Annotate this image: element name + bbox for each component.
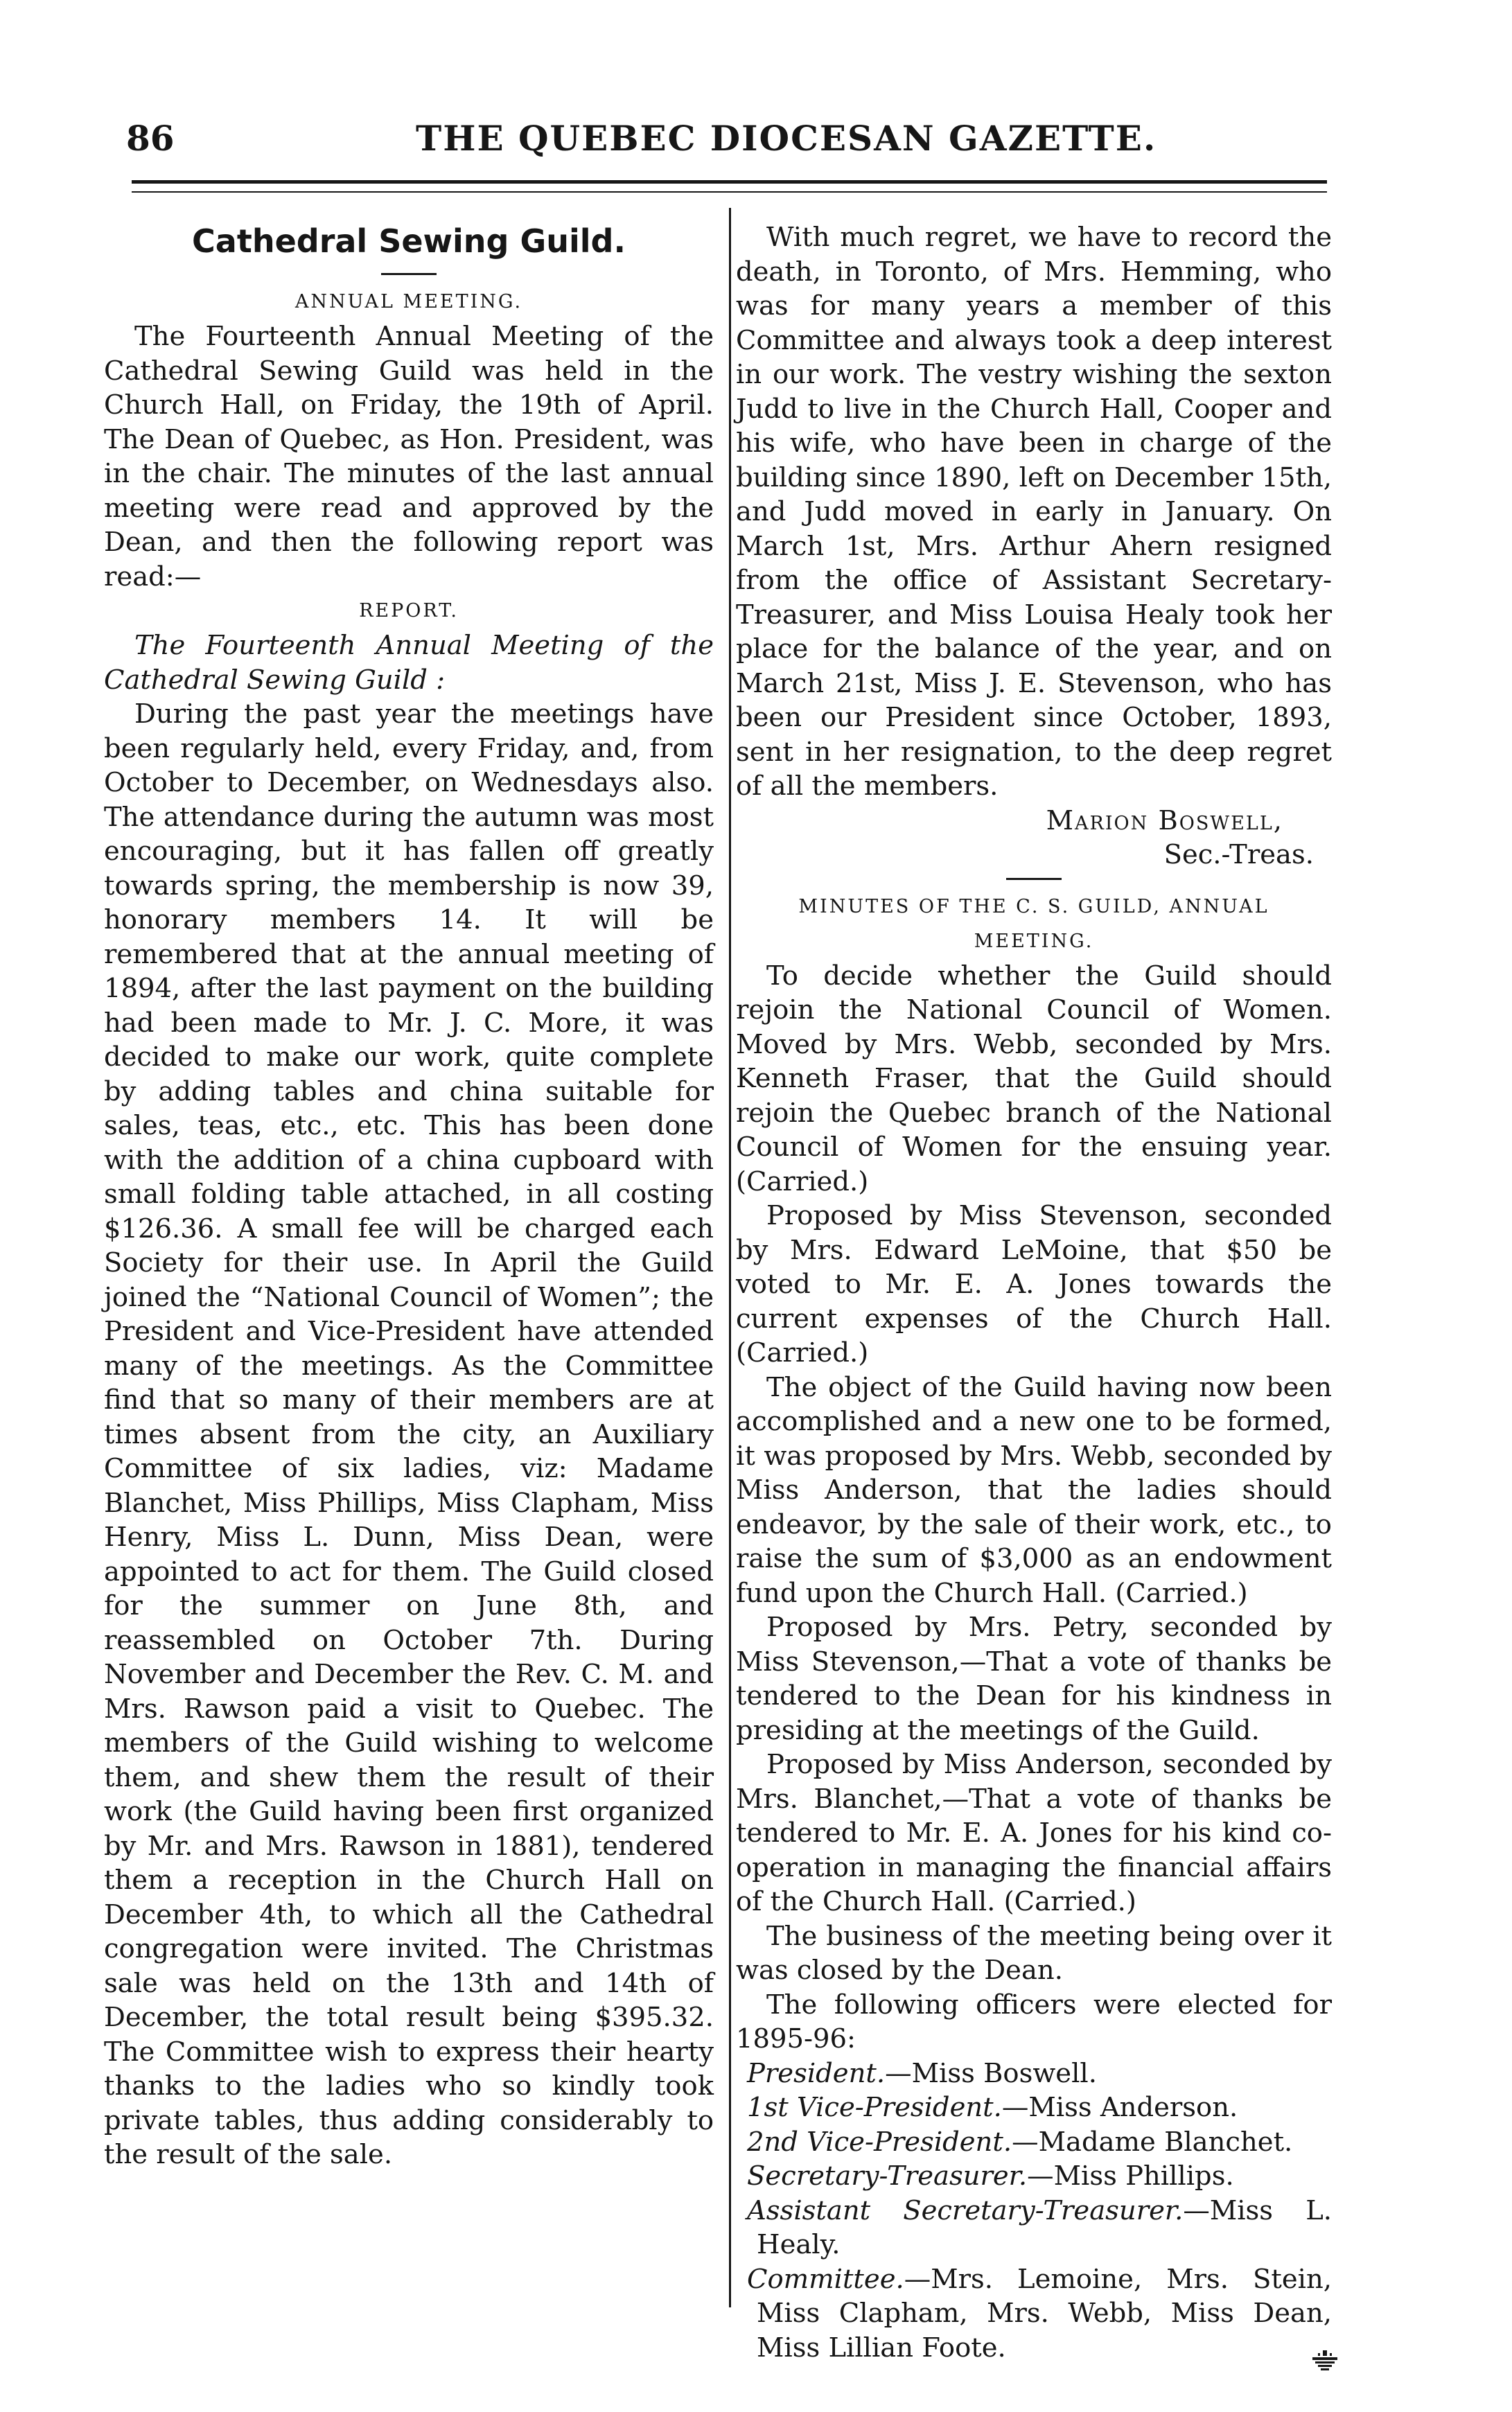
minutes-paragraph: The object of the Guild having now been accomplished and a new one to be formed, it was proposed by Mrs. Webb, seconded by Miss Anderson, that the ladies should endeavor, by the sale of their work, etc., to raise the sum of $3,000 as an endowment fund upon the Church Hall. (Carried.) [736,1371,1332,1609]
minutes-paragraph: Proposed by Miss Stevenson, seconded by Mrs. Edward LeMoine, that $50 be voted to Mr. E. A. Jones towards the current expenses of the Church Hall. (Carried.) [736,1200,1332,1368]
intro-paragraph: The Fourteenth Annual Meeting of the Cathedral Sewing Guild was held in the Church Hall, on Friday, the 19th of April. The Dean of Quebec, as Hon. President, was in the chair. The minutes of the last annual meeting were read and approved by the Dean, and then the following report was read:— [104,321,714,592]
report-title: The Fourteenth Annual Meeting of the Cathedral Sewing Guild : [104,630,714,696]
article-title: Cathedral Sewing Guild. [192,222,626,260]
officer-role: President. [747,2057,886,2089]
page-number: 86 [126,118,175,159]
left-column [104,220,714,2172]
officer-names: —Miss L. Healy. [757,2194,1332,2260]
officer-names: —Miss Anderson. [1001,2092,1238,2123]
page-header [0,118,1512,173]
minutes-paragraph: The business of the meeting being over it was closed by the Dean. [736,1920,1332,1986]
header-rule [132,180,1327,184]
report-body: During the past year the meetings have been regularly held, every Friday, and, from October to December, on Wednesdays also. The attendance during the autumn was most encouraging, but it has fallen off greatly towards spring, the membership is now 39, honorary members 14. It will be remembered that at the annual meeting of 1894, after the last payment on the building had been made to Mr. J. C. More, it was decided to make our work, quite complete by adding tables and china suitable for sales, teas, etc., etc. This has been done with the addition of a china cupboard with small folding table attached, in all costing $126.36. A small fee will be charged each Society for their use. In April the Guild joined the “National Council of Women”; the President and Vice-President have attended many of the meetings. As the Committee find that so many of their members are at times absent from the city, an Auxiliary Committee of six ladies, viz: Madame Blanchet, Miss Phillips, Miss Clapham, Miss Henry, Miss L. Dunn, Miss Dean, were appointed to act for them. The Guild closed for the summer on June 8th, and reassembled on October 7th. During November and December the Rev. C. M. and Mrs. Rawson paid a visit to Quebec. The members of the Guild wishing to welcome them, and shew them the result of their work (the Guild having been first organized by Mr. and Mrs. Rawson in 1881), tendered them a reception in the Church Hall on December 4th, to which all the Cathedral congregation were invited. The Christmas sale was held on the 13th and 14th of December, the total result being $395.32. The Committee wish to express their hearty thanks to the ladies who so kindly took private tables, thus adding considerably to the result of the sale. [104,698,714,2170]
officer-role: Secretary-Treasurer. [747,2160,1028,2192]
header-rule-thin [132,191,1327,193]
right-column [736,220,1332,2365]
officer-entry [736,2194,1332,2262]
officer-entry [736,2262,1332,2366]
minutes-paragraph: To decide whether the Guild should rejoin the National Council of Women. Moved by Mrs. Webb, seconded by Mrs. Kenneth Fraser, that the Guild should rejoin the Quebec branch of the National Council of Women for the ensuing year. (Carried.) [736,960,1332,1197]
officer-entry [736,2159,1332,2194]
minutes-paragraph: Proposed by Mrs. Petry, seconded by Miss Stevenson,—That a vote of thanks be tendered to the Dean for his kindness in presiding at the meetings of the Guild. [736,1612,1332,1746]
officer-role: 1st Vice-President. [747,2092,1002,2123]
report-continued: With much regret, we have to record the death, in Toronto, of Mrs. Hemming, who was for many years a member of this Committee and always took a deep interest in our work. The vestry wishing the sexton Judd to live in the Church Hall, Cooper and his wife, who have been in charge of the building since 1890, left on December 15th, and Judd moved in early in January. On March 1st, Mrs. Arthur Ahern resigned from the office of Assistant Secretary-Treasurer, and Miss Louisa Healy took her place for the balance of the year, and on March 21st, Miss J. E. Stevenson, who has been our President since October, 1893, sent in her resignation, to the deep regret of all the members. [736,222,1332,802]
minutes-heading: MINUTES OF THE C. S. GUILD, ANNUAL MEETING. [798,895,1269,952]
officer-entry [736,2057,1332,2091]
printer-ornament-icon [1308,2348,1342,2371]
officer-names: —Madame Blanchet. [1012,2126,1293,2158]
section-heading: ANNUAL MEETING. [295,291,523,312]
publication-title: THE QUEBEC DIOCESAN GAZETTE. [416,118,1157,159]
officer-role: 2nd Vice-President. [747,2126,1012,2158]
officer-names: —Mrs. Lemoine, Mrs. Stein, Miss Clapham, Mrs. Webb, Miss Dean, Miss Lillian Foote. [757,2263,1332,2363]
column-divider [729,208,731,2307]
minutes-paragraph: The following officers were elected for 1895-96: [736,1989,1332,2054]
minutes-paragraph: Proposed by Miss Anderson, seconded by Mrs. Blanchet,—That a vote of thanks be tendered to Mr. E. A. Jones for his kind co-operation in managing the financial affairs of the Church Hall. (Carried.) [736,1749,1332,1917]
officer-role: Assistant Secretary-Treasurer. [747,2194,1184,2226]
report-heading: REPORT. [359,600,459,622]
officer-entry [736,2125,1332,2160]
officer-entry [736,2090,1332,2125]
officer-role: Committee. [747,2263,904,2295]
signature-name: Marion Boswell, [1046,804,1283,836]
section-dash [1006,878,1062,880]
signature-title: Sec.-Treas. [1163,839,1314,870]
title-dash [381,273,437,275]
officer-names: —Miss Boswell. [885,2057,1097,2089]
officer-names: —Miss Phillips. [1027,2160,1234,2192]
